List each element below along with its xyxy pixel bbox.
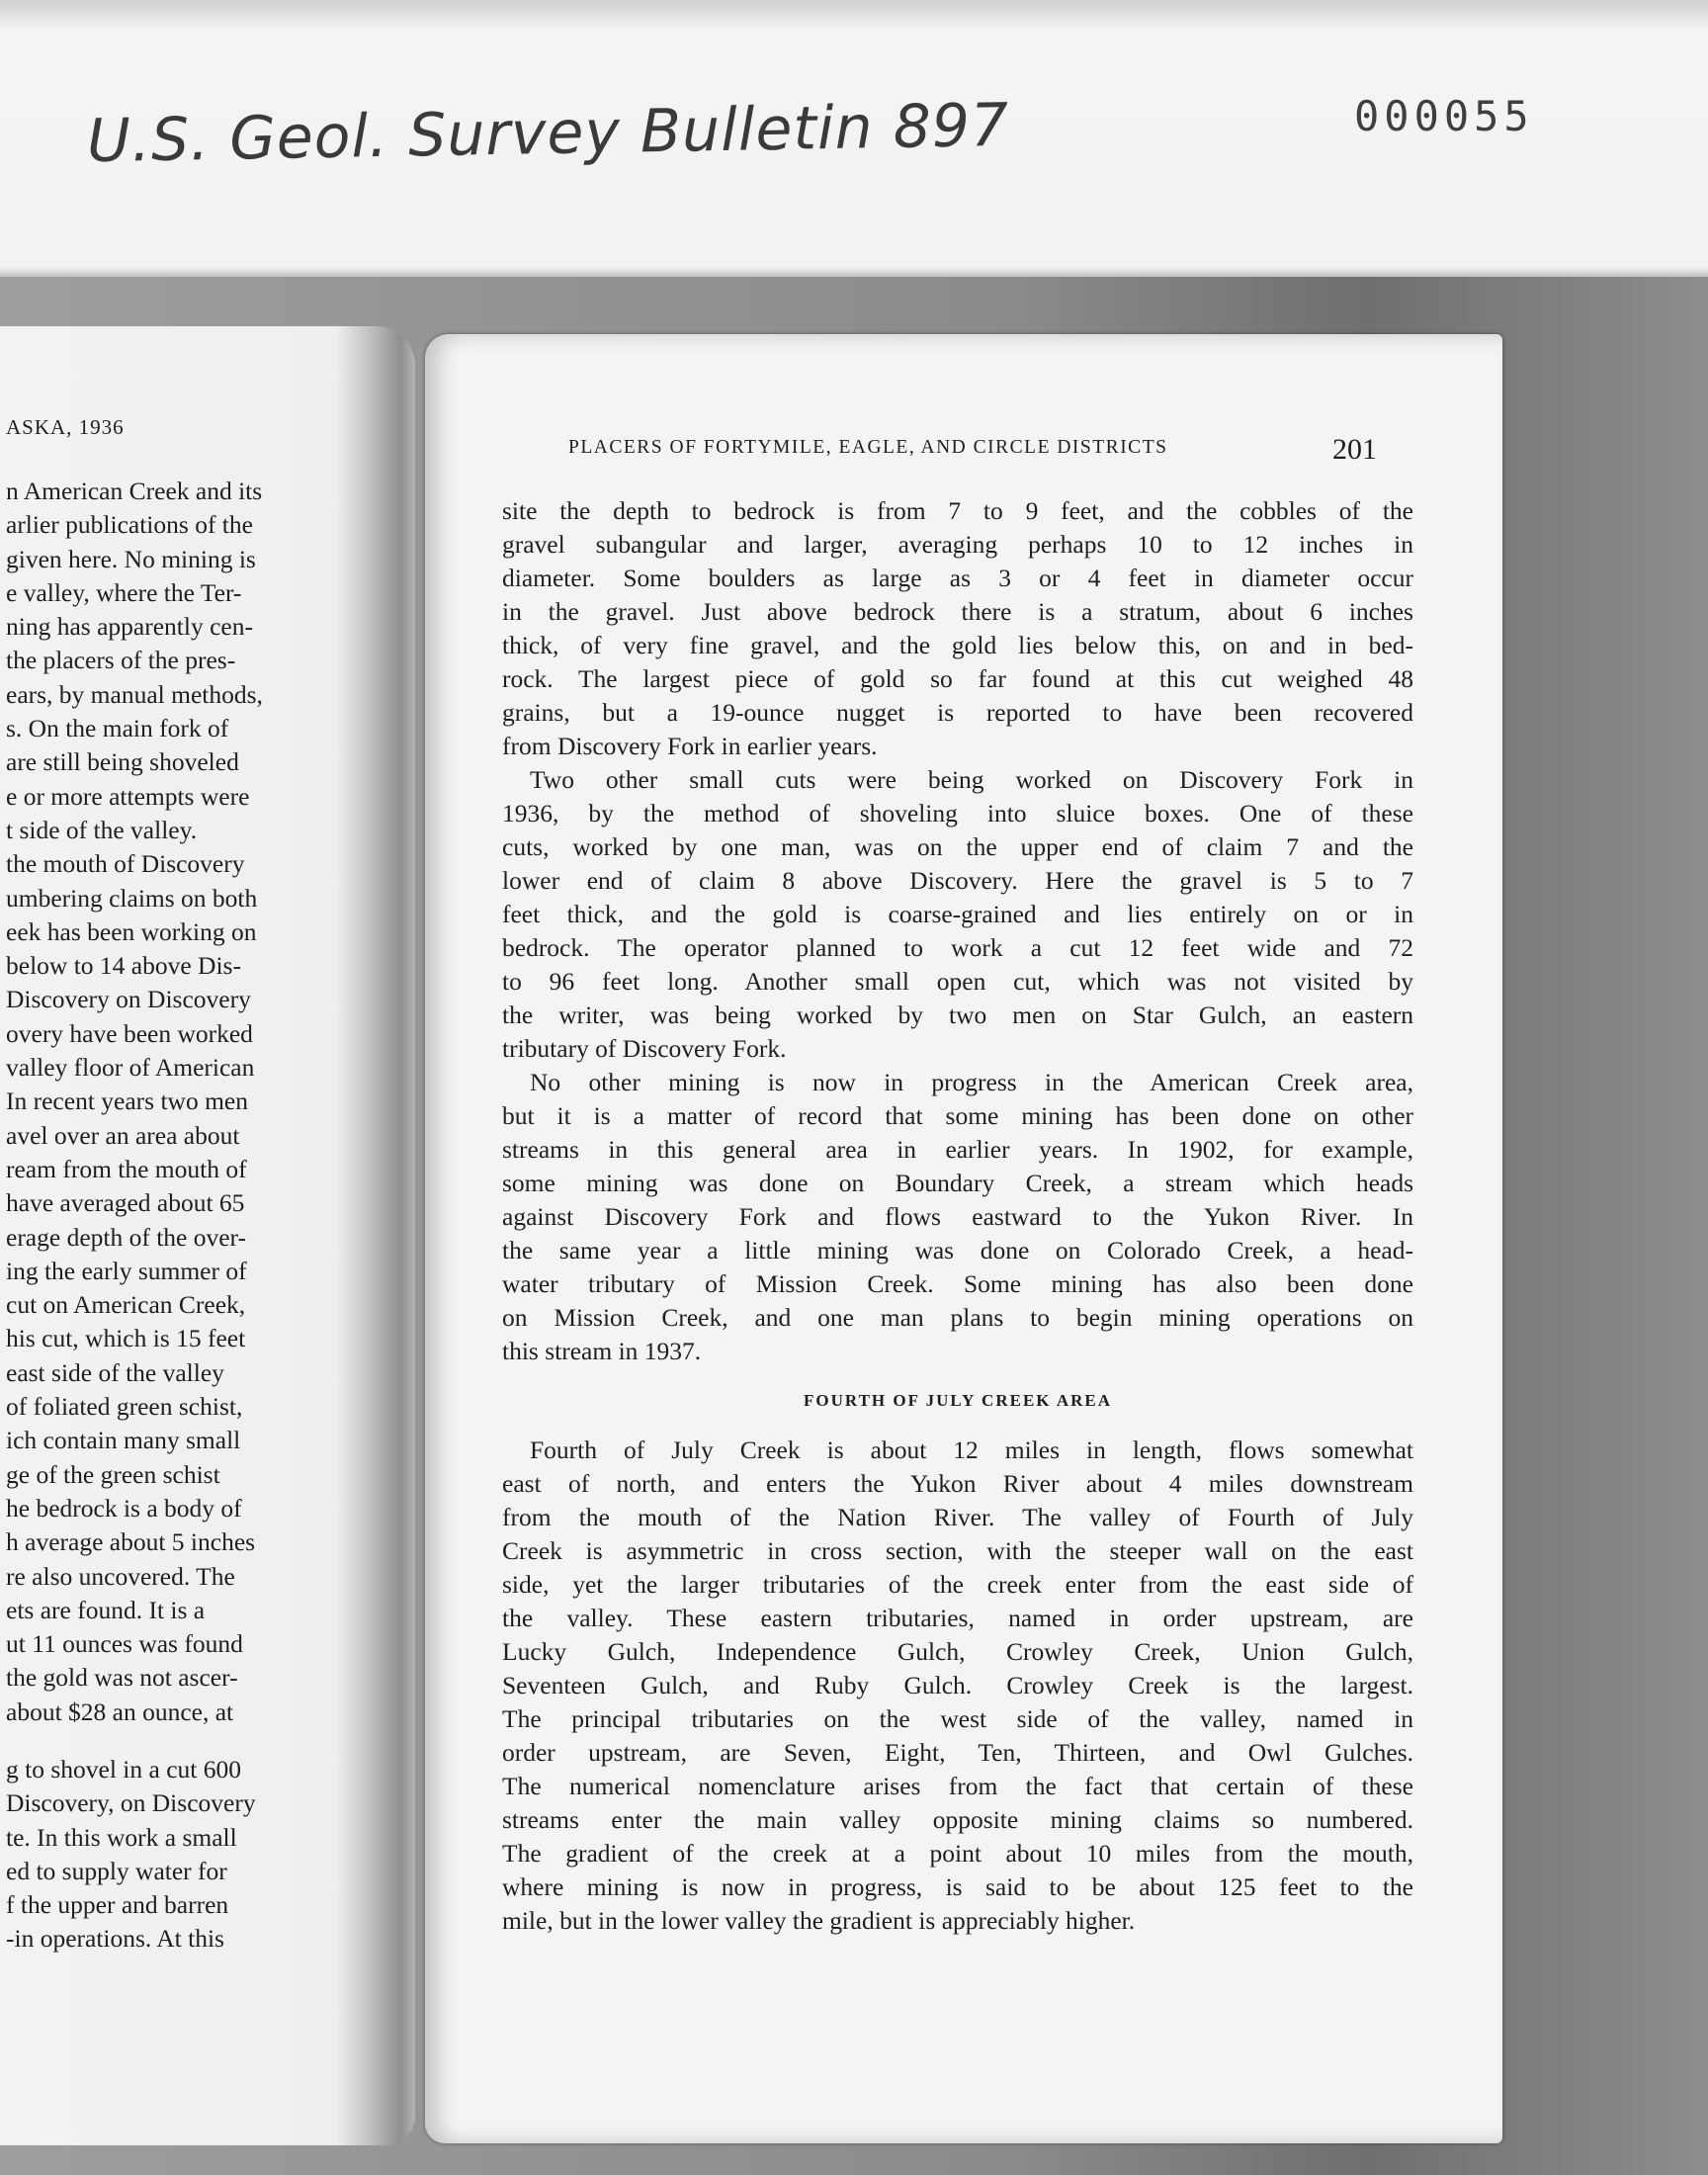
left-text-line: about $28 an ounce, at (6, 1696, 234, 1726)
body-text-line: site the depth to bedrock is from 7 to 9 feet, and the cobbles of the (502, 496, 1413, 525)
left-text-line: of foliated green schist, (6, 1392, 243, 1422)
body-text-line: Lucky Gulch, Independence Gulch, Crowley Creek, Union Gulch, (502, 1637, 1413, 1666)
left-text-line (6, 1729, 332, 1753)
left-text-line: valley floor of American (6, 1053, 255, 1083)
handwritten-note: U.S. Geol. Survey Bulletin 897 (86, 90, 1010, 177)
body-text-line: rock. The largest piece of gold so far found at this cut weighed 48 (502, 664, 1413, 693)
body-text-line: this stream in 1937. (502, 1337, 702, 1365)
left-text-line: the placers of the pres- (6, 646, 236, 675)
running-head: PLACERS OF FORTYMILE, EAGLE, AND CIRCLE DISTRICTS (568, 437, 1168, 458)
body-text-line: against Discovery Fork and flows eastward to the Yukon River. In (502, 1202, 1413, 1231)
left-text-line: te. In this work a small (6, 1822, 237, 1852)
left-text-line: In recent years two men (6, 1087, 248, 1116)
body-text-line: The principal tributaries on the west side of the valley, named in (502, 1704, 1413, 1733)
body-text-line: thick, of very fine gravel, and the gold lies below this, on and in bed- (502, 631, 1413, 659)
left-running-head: ASKA, 1936 (6, 415, 125, 439)
left-text-line: -in operations. At this (6, 1924, 224, 1954)
left-text-line: overy have been worked (6, 1018, 253, 1048)
left-text-line: g to shovel in a cut 600 (6, 1754, 241, 1784)
left-text-line: cut on American Creek, (6, 1290, 246, 1320)
section-heading: FOURTH OF JULY CREEK AREA (804, 1391, 1112, 1410)
body-text-line: grains, but a 19-ounce nugget is reported to have been recovered (502, 698, 1413, 727)
body-text-line: on Mission Creek, and one man plans to begin mining operations on (502, 1303, 1413, 1332)
left-text-line: the mouth of Discovery (6, 849, 245, 879)
page-number: 201 (1332, 433, 1377, 466)
body-text-line: side, yet the larger tributaries of the creek enter from the east side of (502, 1570, 1413, 1599)
left-text-line: f the upper and barren (6, 1890, 229, 1920)
body-text-line: the writer, was being worked by two men on Star Gulch, an eastern (502, 1000, 1413, 1029)
right-page (425, 334, 1502, 2143)
left-text-line: below to 14 above Dis- (6, 951, 241, 981)
left-text-line: have averaged about 65 (6, 1188, 245, 1218)
left-text-line: ning has apparently cen- (6, 612, 253, 642)
body-text-line: mile, but in the lower valley the gradient is appreciably higher. (502, 1906, 1136, 1935)
left-text-line: ears, by manual methods, (6, 679, 263, 709)
left-text-line: t side of the valley. (6, 815, 198, 844)
body-text-line: Two other small cuts were being worked on Discovery Fork in (530, 765, 1413, 794)
left-text-line: e or more attempts were (6, 781, 250, 811)
left-text-line: avel over an area about (6, 1120, 240, 1150)
body-text-line: from Discovery Fork in earlier years. (502, 732, 878, 760)
left-text-line: n American Creek and its (6, 477, 263, 505)
body-text-line: The numerical nomenclature arises from the fact that certain of these (502, 1772, 1413, 1800)
scan-top-band (0, 0, 1708, 277)
body-text-line: the valley. These eastern tributaries, named in order upstream, are (502, 1604, 1413, 1632)
left-text-line: umbering claims on both (6, 883, 258, 913)
left-text-line: given here. No mining is (6, 544, 256, 573)
body-text-line: bedrock. The operator planned to work a cut 12 feet wide and 72 (502, 933, 1413, 962)
body-text-line: Fourth of July Creek is about 12 miles in length, flows somewhat (530, 1436, 1413, 1464)
body-text-line: where mining is now in progress, is said to be about 125 feet to the (502, 1872, 1413, 1901)
left-text-line: ets are found. It is a (6, 1595, 206, 1624)
left-text-column (6, 475, 332, 1957)
body-text-line: streams enter the main valley opposite mining claims so numbered. (502, 1805, 1413, 1834)
left-text-line: ed to supply water for (6, 1856, 227, 1885)
page-stamp-number: 000055 (1354, 92, 1534, 140)
left-text-line: the gold was not ascer- (6, 1663, 238, 1693)
right-text-column (502, 494, 1413, 1938)
left-text-line: e valley, where the Ter- (6, 577, 242, 607)
body-text-line: Creek is asymmetric in cross section, with the steeper wall on the east (502, 1536, 1413, 1565)
left-text-line: ich contain many small (6, 1426, 241, 1455)
body-text-line: but it is a matter of record that some mining has been done on other (502, 1101, 1413, 1130)
left-text-line: ge of the green schist (6, 1459, 220, 1489)
left-text-line: east side of the valley (6, 1357, 224, 1387)
body-text-line: order upstream, are Seven, Eight, Ten, Thirteen, and Owl Gulches. (502, 1738, 1413, 1767)
body-text-line: No other mining is now in progress in the American Creek area, (530, 1068, 1413, 1096)
left-text-line: ing the early summer of (6, 1256, 247, 1285)
left-text-line: eek has been working on (6, 916, 257, 946)
left-page (0, 326, 415, 2145)
left-text-line: h average about 5 inches (6, 1527, 256, 1557)
left-text-line: arlier publications of the (6, 510, 253, 540)
body-text-line: some mining was done on Boundary Creek, a stream which heads (502, 1169, 1413, 1197)
body-text-line: Seventeen Gulch, and Ruby Gulch. Crowley Creek is the largest. (502, 1671, 1413, 1699)
body-text-line: feet thick, and the gold is coarse-grained and lies entirely on or in (502, 900, 1413, 928)
body-text-line: streams in this general area in earlier years. In 1902, for example, (502, 1135, 1413, 1164)
body-text-line: tributary of Discovery Fork. (502, 1034, 787, 1063)
left-text-line: he bedrock is a body of (6, 1493, 242, 1522)
body-text-line: diameter. Some boulders as large as 3 or 4 feet in diameter occur (502, 564, 1413, 592)
left-text-line: Discovery on Discovery (6, 985, 251, 1014)
body-text-line: east of north, and enters the Yukon River about 4 miles downstream (502, 1469, 1413, 1498)
body-text-line: water tributary of Mission Creek. Some mining has also been done (502, 1269, 1413, 1298)
left-text-line: Discovery, on Discovery (6, 1788, 256, 1818)
body-text-line: lower end of claim 8 above Discovery. Here the gravel is 5 to 7 (502, 866, 1413, 895)
left-text-line: s. On the main fork of (6, 714, 229, 743)
body-text-line: from the mouth of the Nation River. The valley of Fourth of July (502, 1503, 1413, 1531)
body-text-line: gravel subangular and larger, averaging perhaps 10 to 12 inches in (502, 530, 1413, 559)
left-text-line: ream from the mouth of (6, 1154, 247, 1183)
left-text-line: his cut, which is 15 feet (6, 1324, 246, 1353)
body-text-line: The gradient of the creek at a point about 10 miles from the mouth, (502, 1839, 1413, 1868)
left-text-line: erage depth of the over- (6, 1222, 247, 1252)
body-text-line: 1936, by the method of shoveling into sluice boxes. One of these (502, 799, 1413, 827)
body-text-line: to 96 feet long. Another small open cut, which was not visited by (502, 967, 1413, 996)
body-text-line: the same year a little mining was done on Colorado Creek, a head- (502, 1236, 1413, 1264)
left-text-line: re also uncovered. The (6, 1561, 235, 1591)
body-text-line: cuts, worked by one man, was on the upper end of claim 7 and the (502, 832, 1413, 861)
left-text-line: ut 11 ounces was found (6, 1629, 243, 1659)
left-text-line: are still being shoveled (6, 747, 239, 777)
body-text-line: in the gravel. Just above bedrock there is a stratum, about 6 inches (502, 597, 1413, 626)
